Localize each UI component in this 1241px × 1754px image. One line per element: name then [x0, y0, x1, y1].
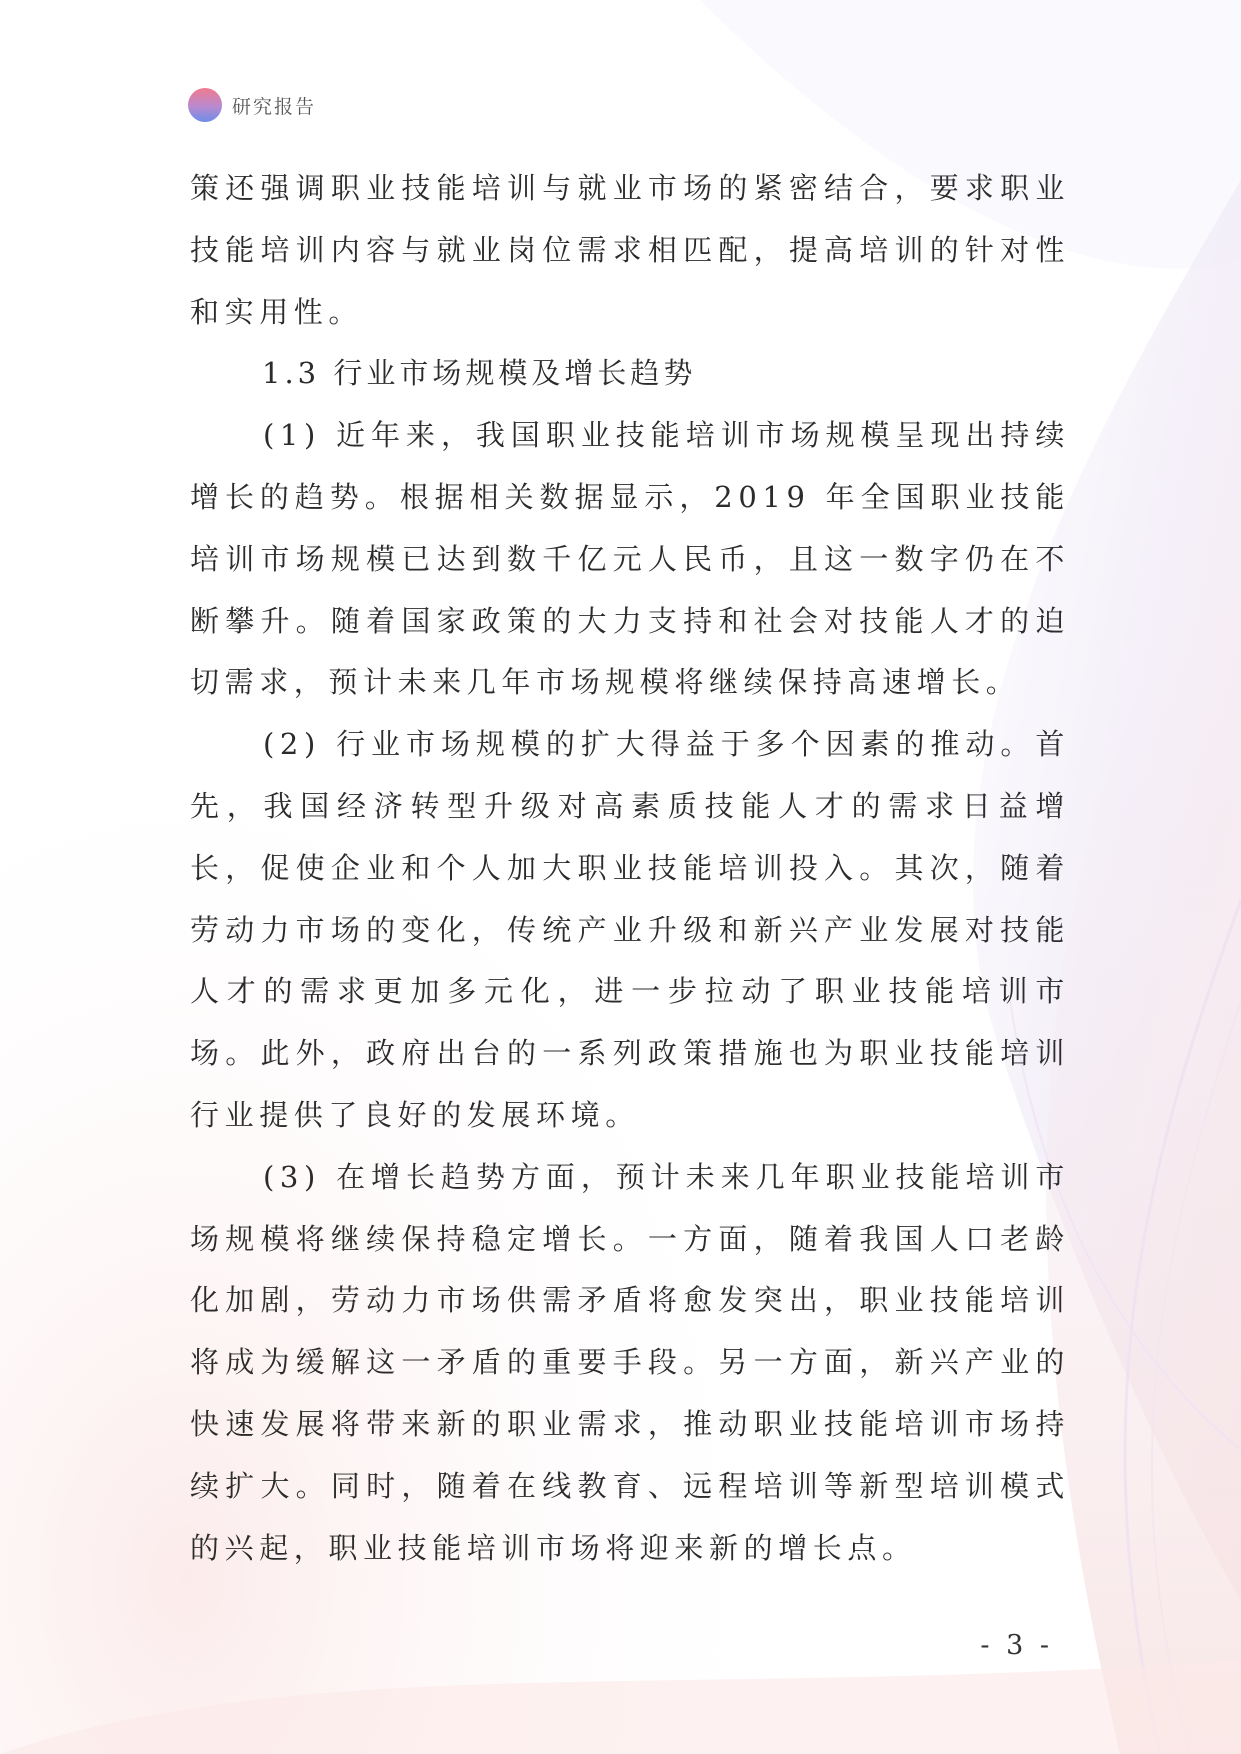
header-label: 研究报告	[232, 95, 317, 118]
paragraph-1: (1) 近年来，我国职业技能培训市场规模呈现出持续增长的趋势。根据相关数据显示，2019 年全国职业技能培训市场规模已达到数千亿元人民币，且这一数字仍在不断攀升。随着国家政策的大力支持和社会对技能人才的迫切需求，预计未来几年市场规模将继续保持高速增长。	[190, 418, 1070, 700]
report-header	[188, 88, 316, 122]
document-body	[190, 158, 1070, 1579]
paragraph-2: (2) 行业市场规模的扩大得益于多个因素的推动。首先，我国经济转型升级对高素质技能人才的需求日益增长，促使企业和个人加大职业技能培训投入。其次，随着劳动力市场的变化，传统产业升级和新兴产业发展对技能人才的需求更加多元化，进一步拉动了职业技能培训市场。此外，政府出台的一系列政策措施也为职业技能培训行业提供了良好的发展环境。	[190, 727, 1070, 1132]
section-heading: 1.3 行业市场规模及增长趋势	[262, 356, 697, 391]
page-number: - 3 -	[980, 1630, 1053, 1661]
logo-icon	[188, 88, 222, 122]
paragraph-3: (3) 在增长趋势方面，预计未来几年职业技能培训市场规模将继续保持稳定增长。一方面，随着我国人口老龄化加剧，劳动力市场供需矛盾将愈发突出，职业技能培训将成为缓解这一矛盾的重要手段。另一方面，新兴产业的快速发展将带来新的职业需求，推动职业技能培训市场持续扩大。同时，随着在线教育、远程培训等新型培训模式的兴起，职业技能培训市场将迎来新的增长点。	[190, 1159, 1070, 1565]
paragraph-policy-continuation: 策还强调职业技能培训与就业市场的紧密结合，要求职业技能培训内容与就业岗位需求相匹配，提高培训的针对性和实用性。	[190, 171, 1070, 329]
